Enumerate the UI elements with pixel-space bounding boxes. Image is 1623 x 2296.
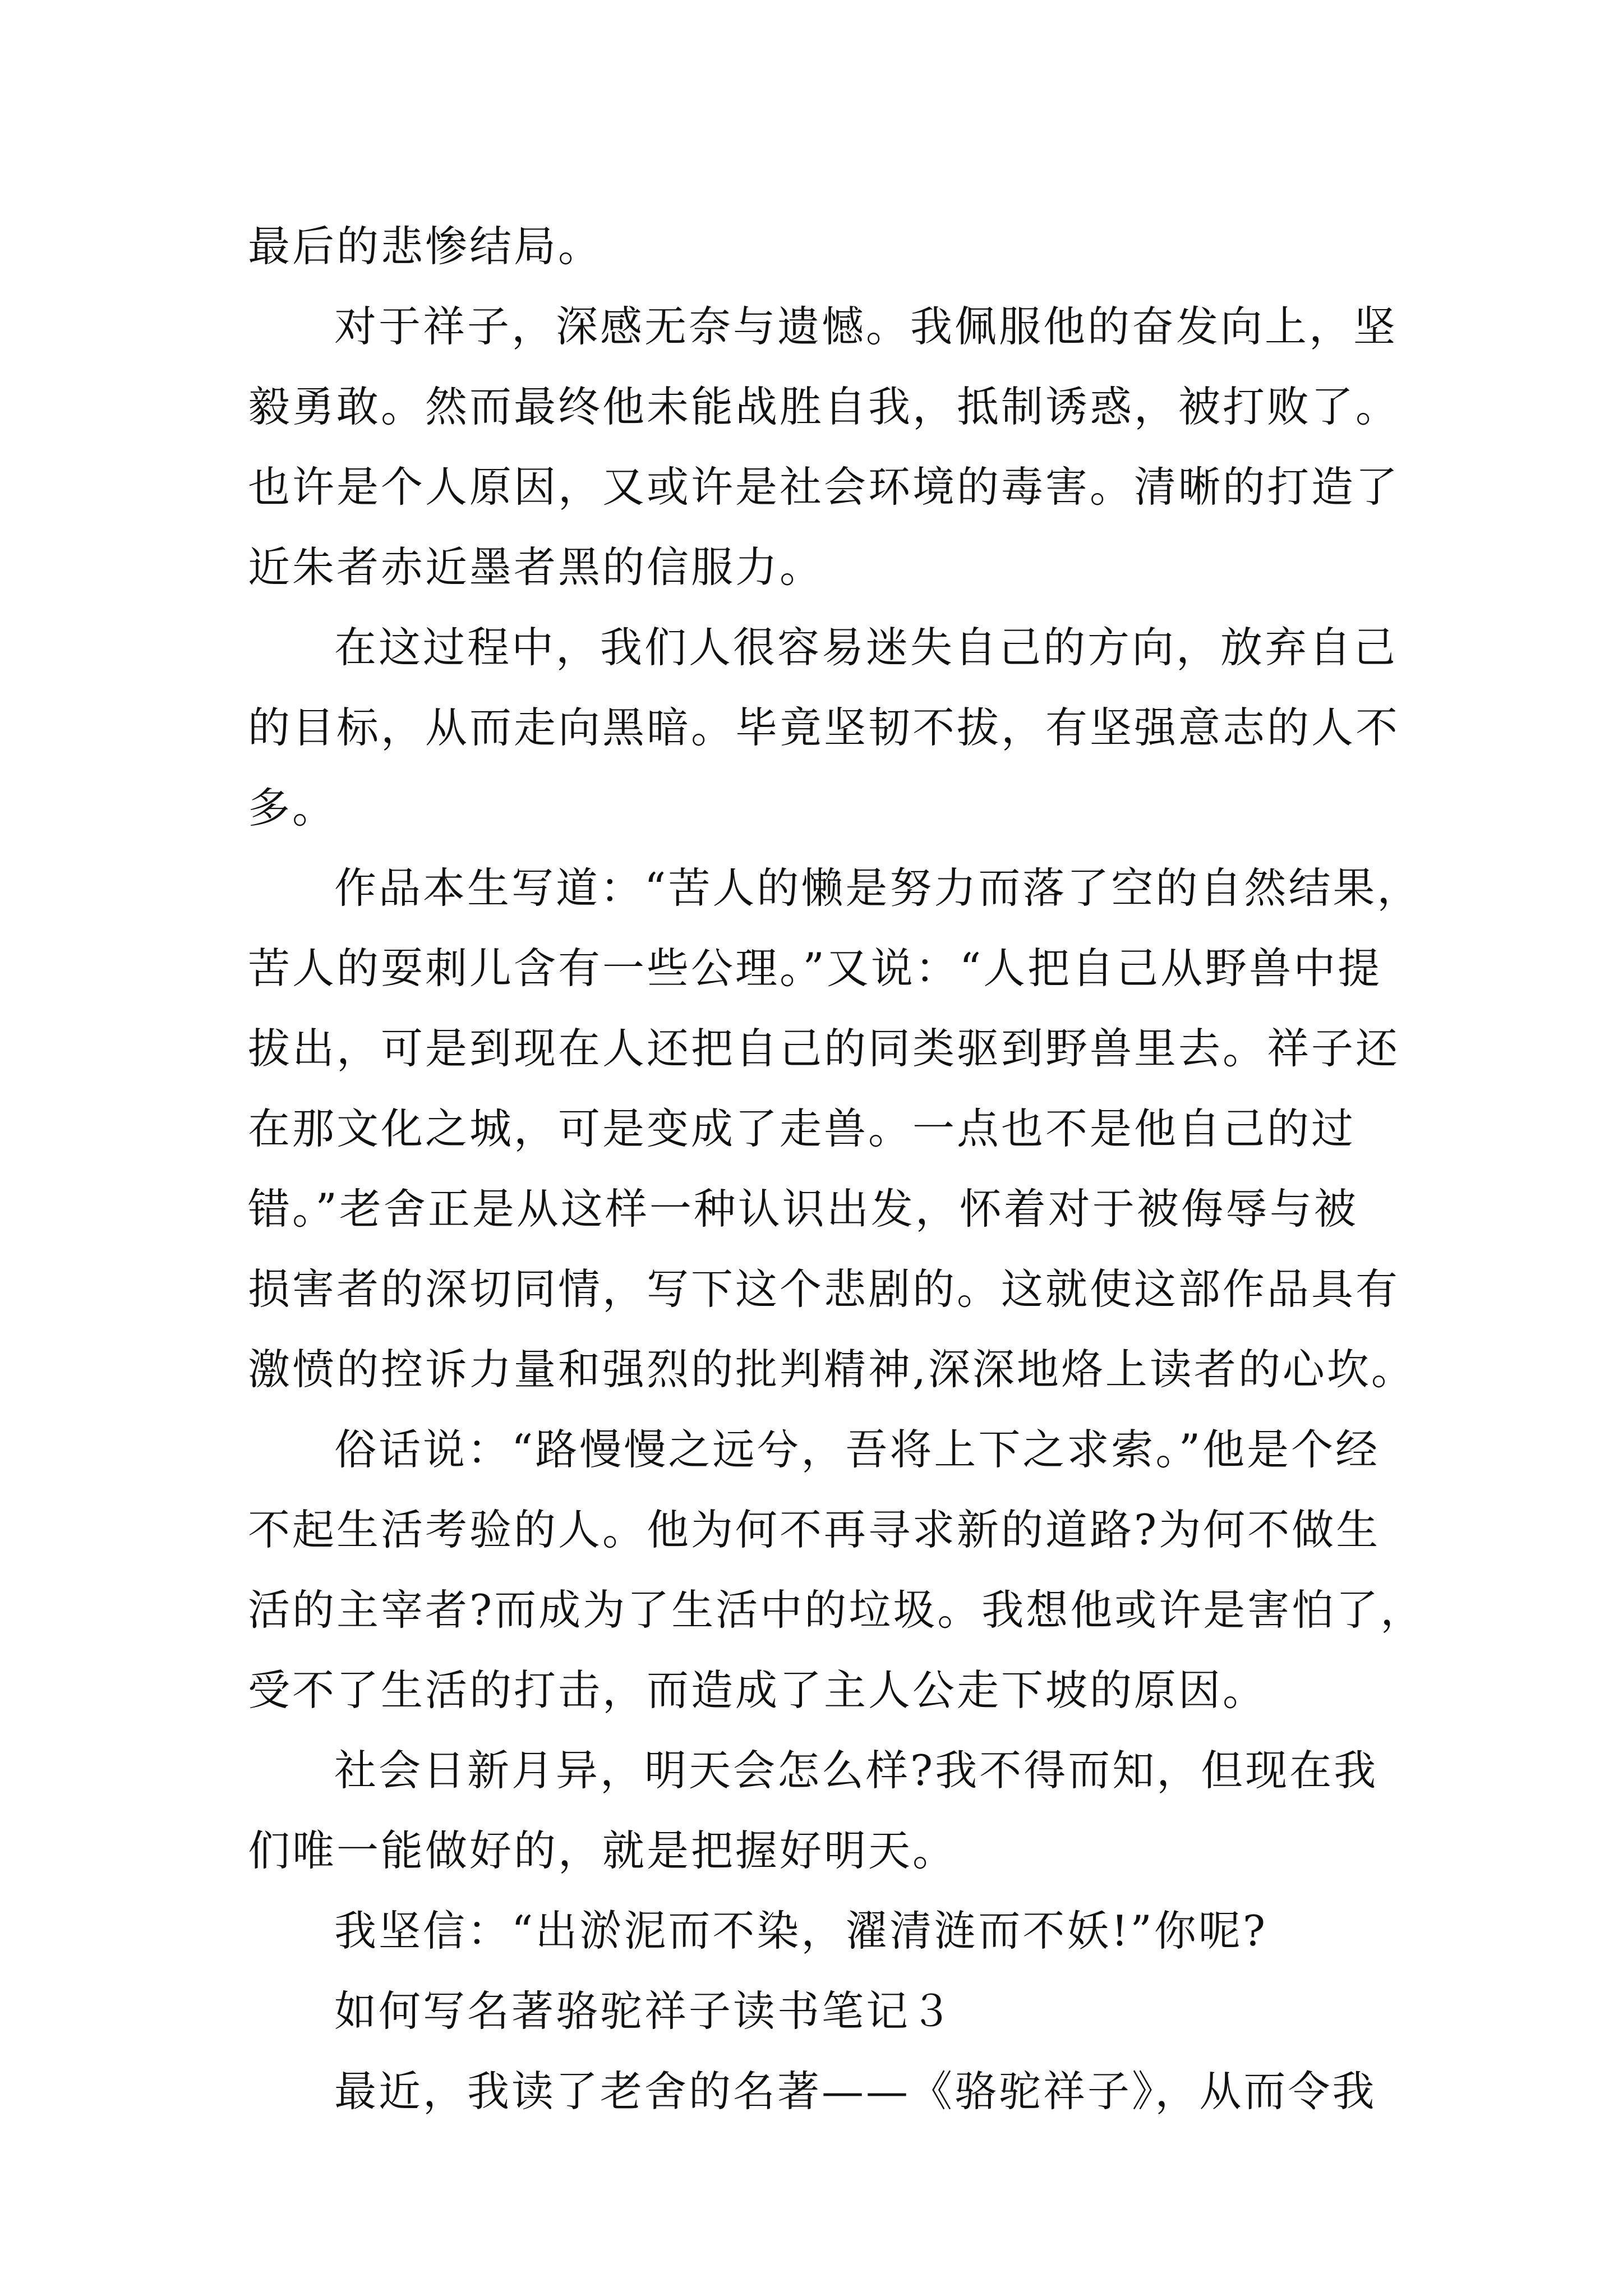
text-line: 激愤的控诉力量和强烈的批判精神,深深地烙上读者的心坎。 — [248, 1345, 1415, 1394]
paragraph-1 — [248, 206, 1414, 287]
document-body — [248, 206, 1425, 2132]
paragraph-7 — [248, 1891, 1414, 1971]
text-line: 受不了生活的打击，而造成了主人公走下坡的原因。 — [248, 1665, 1267, 1715]
text-line: 在那文化之城，可是变成了走兽。一点也不是他自己的过 — [248, 1104, 1356, 1153]
text-line: 苦人的耍刺儿含有一些公理。”又说：“人把自己从野兽中提 — [248, 944, 1382, 993]
paragraph-4 — [248, 848, 1422, 1410]
paragraph-8 — [248, 2051, 1414, 2132]
text-line: 们唯一能做好的，就是把握好明天。 — [248, 1826, 957, 1875]
text-line: 毅勇敢。然而最终他未能战胜自我，抵制诱惑，被打败了。 — [248, 382, 1400, 431]
text-line: 错。”老舍正是从这样一种认识出发，怀着对于被侮辱与被 — [248, 1184, 1358, 1234]
text-line: 活的主宰者?而成为了生活中的垃圾。我想他或许是害怕了， — [248, 1585, 1425, 1635]
section-heading-text: 如何写名著骆驼祥子读书笔记３ — [334, 1986, 955, 2036]
text-line: 俗话说：“路慢慢之远兮，吾将上下之求索。”他是个经 — [334, 1425, 1380, 1474]
section-heading — [248, 1971, 1414, 2051]
text-line: 作品本生写道：“苦人的懒是努力而落了空的自然结果， — [334, 863, 1422, 913]
text-line: 最后的悲惨结局。 — [248, 222, 603, 271]
text-line: 在这过程中，我们人很容易迷失自己的方向，放弃自己 — [334, 623, 1398, 672]
paragraph-5 — [248, 1410, 1425, 1731]
paragraph-3 — [248, 608, 1414, 848]
paragraph-6 — [248, 1731, 1414, 1891]
text-line: 不起生活考验的人。他为何不再寻求新的道路?为何不做生 — [248, 1505, 1381, 1554]
paragraph-2 — [248, 287, 1414, 608]
text-line: 也许是个人原因，又或许是社会环境的毒害。清晰的打造了 — [248, 462, 1400, 512]
text-line: 对于祥子，深感无奈与遗憾。我佩服他的奋发向上，坚 — [334, 302, 1398, 351]
text-line: 近朱者赤近墨者黑的信服力。 — [248, 542, 824, 592]
text-line: 的目标，从而走向黑暗。毕竟坚韧不拔，有坚强意志的人不 — [248, 703, 1400, 752]
text-line: 多。 — [248, 783, 337, 832]
text-line: 最近，我读了老舍的名著——《骆驼祥子》，从而令我 — [334, 2067, 1377, 2116]
text-line: 社会日新月异，明天会怎么样?我不得而知，但现在我 — [334, 1746, 1378, 1795]
text-line: 拔出，可是到现在人还把自己的同类驱到野兽里去。祥子还 — [248, 1024, 1400, 1073]
text-line: 我坚信：“出淤泥而不染，濯清涟而不妖!”你呢? — [334, 1906, 1268, 1955]
text-line: 损害者的深切同情，写下这个悲剧的。这就使这部作品具有 — [248, 1264, 1400, 1314]
